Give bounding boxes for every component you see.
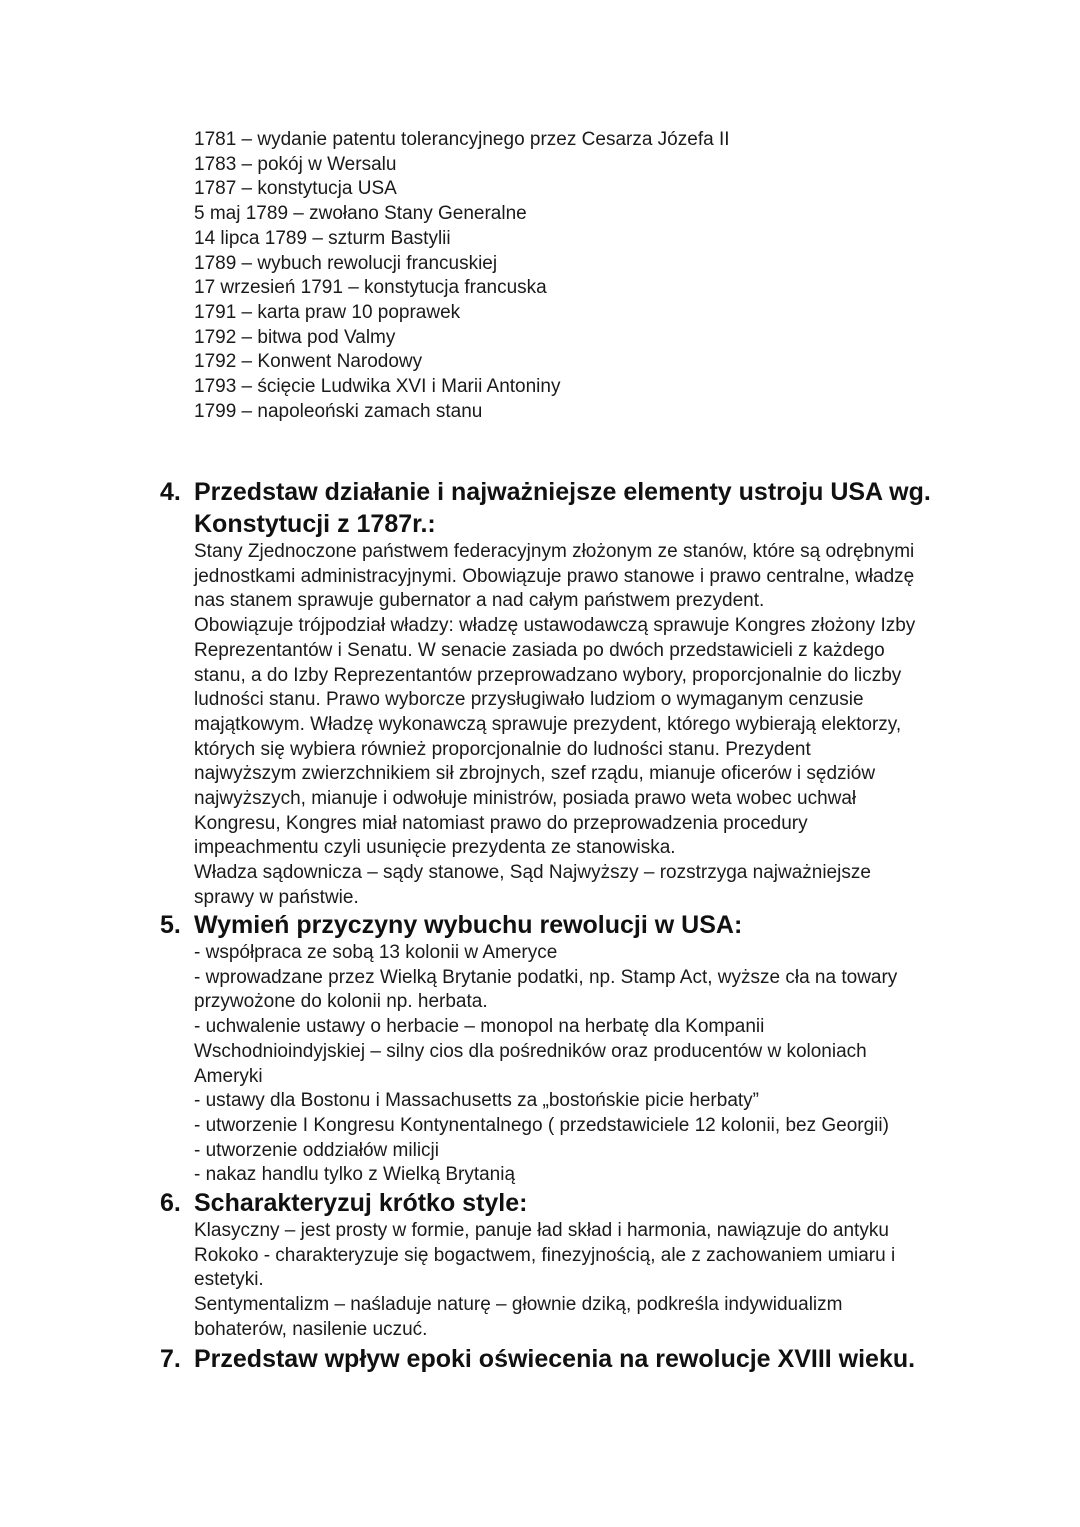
section-number: 6. [160,1189,181,1217]
section-number: 4. [160,478,181,506]
timeline-entry: 14 lipca 1789 – szturm Bastylii [194,227,451,249]
body-line: których się wybiera również proporcjonalnie do ludności stanu. Prezydent [194,738,811,760]
timeline-entry: 1789 – wybuch rewolucji francuskiej [194,252,498,274]
body-line: Stany Zjednoczone państwem federacyjnym złożonym ze stanów, które są odrębnymi [194,541,915,562]
timeline-entry: 1792 – Konwent Narodowy [194,351,423,373]
timeline-entry: 1787 – konstytucja USA [194,178,397,200]
body-line: jednostkami administracyjnymi. Obowiązuje prawo stanowe i prawo centralne, władzę [194,565,915,587]
body-line: Sentymentalizm – naśladuje naturę – głownie dziką, podkreśla indywidualizm [194,1294,843,1316]
section-title-line: Konstytucji z 1787r.: [194,510,436,538]
body-line: - utworzenie I Kongresu Kontynentalnego ( przedstawiciele 12 kolonii, bez Georgii) [194,1114,889,1136]
section-title-line: Przedstaw wpływ epoki oświecenia na rewolucje XVIII wieku. [194,1345,916,1373]
body-line: impeachmentu czyli usunięcie prezydenta ze stanowiska. [194,837,676,859]
timeline-entry: 1799 – napoleoński zamach stanu [194,400,483,422]
body-line: - ustawy dla Bostonu i Massachusetts za „bostońskie picie herbaty” [194,1090,759,1112]
section-number: 5. [160,911,181,939]
section-5 [160,909,960,1188]
body-line: przywożone do kolonii np. herbata. [194,991,488,1013]
section-body [194,540,960,911]
section-6 [160,1187,960,1343]
section-7 [160,1343,960,1375]
timeline-entry: 17 wrzesień 1791 – konstytucja francuska [194,277,547,299]
body-line: bohaterów, nasilenie uczuć. [194,1318,428,1340]
body-line: - nakaz handlu tylko z Wielką Brytanią [194,1164,516,1186]
body-line: Klasyczny – jest prosty w formie, panuje ład skład i harmonia, nawiązuje do antyku [194,1220,889,1241]
section-body [194,1219,960,1343]
body-line: najwyższym zwierzchnikiem sił zbrojnych, szef rządu, mianuje oficerów i sędziów [194,763,876,785]
body-line: nas stanem sprawuje gubernator a nad całym państwem prezydent. [194,590,765,612]
timeline-entry: 1783 – pokój w Wersalu [194,153,397,175]
body-line: majątkowym. Władzę wykonawczą sprawuje prezydent, którego wybierają elektorzy, [194,713,902,735]
section-title-line: Przedstaw działanie i najważniejsze elementy ustroju USA wg. [194,478,931,506]
timeline-entry: 5 maj 1789 – zwołano Stany Generalne [194,203,527,225]
timeline-entry: 1781 – wydanie patentu tolerancyjnego przez Cesarza Józefa II [194,129,730,150]
body-line: najwyższych, mianuje i odwołuje ministrów, posiada prawo weta wobec uchwał [194,788,857,810]
section-heading [160,1343,960,1375]
body-line: Kongresu, Kongres miał natomiast prawo do przeprowadzenia procedury [194,812,808,834]
body-line: ludności stanu. Prawo wyborcze przysługiwało ludziom o wymaganym cenzusie [194,689,864,711]
body-line: - utworzenie oddziałów milicji [194,1139,439,1161]
section-body [194,941,960,1188]
section-4 [160,476,960,911]
section-heading [160,1187,960,1219]
body-line: Obowiązuje trójpodział władzy: władzę ustawodawczą sprawuje Kongres złożony Izby [194,615,916,637]
body-line: sprawy w państwie. [194,886,359,908]
body-line: Władza sądownicza – sądy stanowe, Sąd Najwyższy – rozstrzyga najważniejsze [194,862,871,884]
body-line: stanu, a do Izby Reprezentantów przeprowadzano wybory, proporcjonalnie do liczby [194,664,902,686]
body-line: Rokoko - charakteryzuje się bogactwem, finezyjnością, ale z zachowaniem umiaru i [194,1244,896,1266]
body-line: estetyki. [194,1269,264,1291]
body-line: Ameryki [194,1065,263,1087]
timeline-list [194,128,994,424]
section-title-line: Wymień przyczyny wybuchu rewolucji w USA: [194,911,743,939]
body-line: - współpraca ze sobą 13 kolonii w Ameryce [194,942,558,963]
body-line: Reprezentantów i Senatu. W senacie zasiada po dwóch przedstawicieli z każdego [194,639,885,661]
section-heading [160,909,960,941]
body-line: Wschodnioindyjskiej – silny cios dla pośredników oraz producentów w koloniach [194,1040,867,1062]
body-line: - wprowadzane przez Wielką Brytanie podatki, np. Stamp Act, wyższe cła na towary [194,966,898,988]
section-heading [160,476,960,540]
timeline-entry: 1791 – karta praw 10 poprawek [194,301,461,323]
section-title-line: Scharakteryzuj krótko style: [194,1189,528,1217]
body-line: - uchwalenie ustawy o herbacie – monopol na herbatę dla Kompanii [194,1016,765,1038]
timeline-entry: 1792 – bitwa pod Valmy [194,326,396,348]
section-number: 7. [160,1345,181,1373]
timeline-entry: 1793 – ścięcie Ludwika XVI i Marii Antoniny [194,376,561,398]
